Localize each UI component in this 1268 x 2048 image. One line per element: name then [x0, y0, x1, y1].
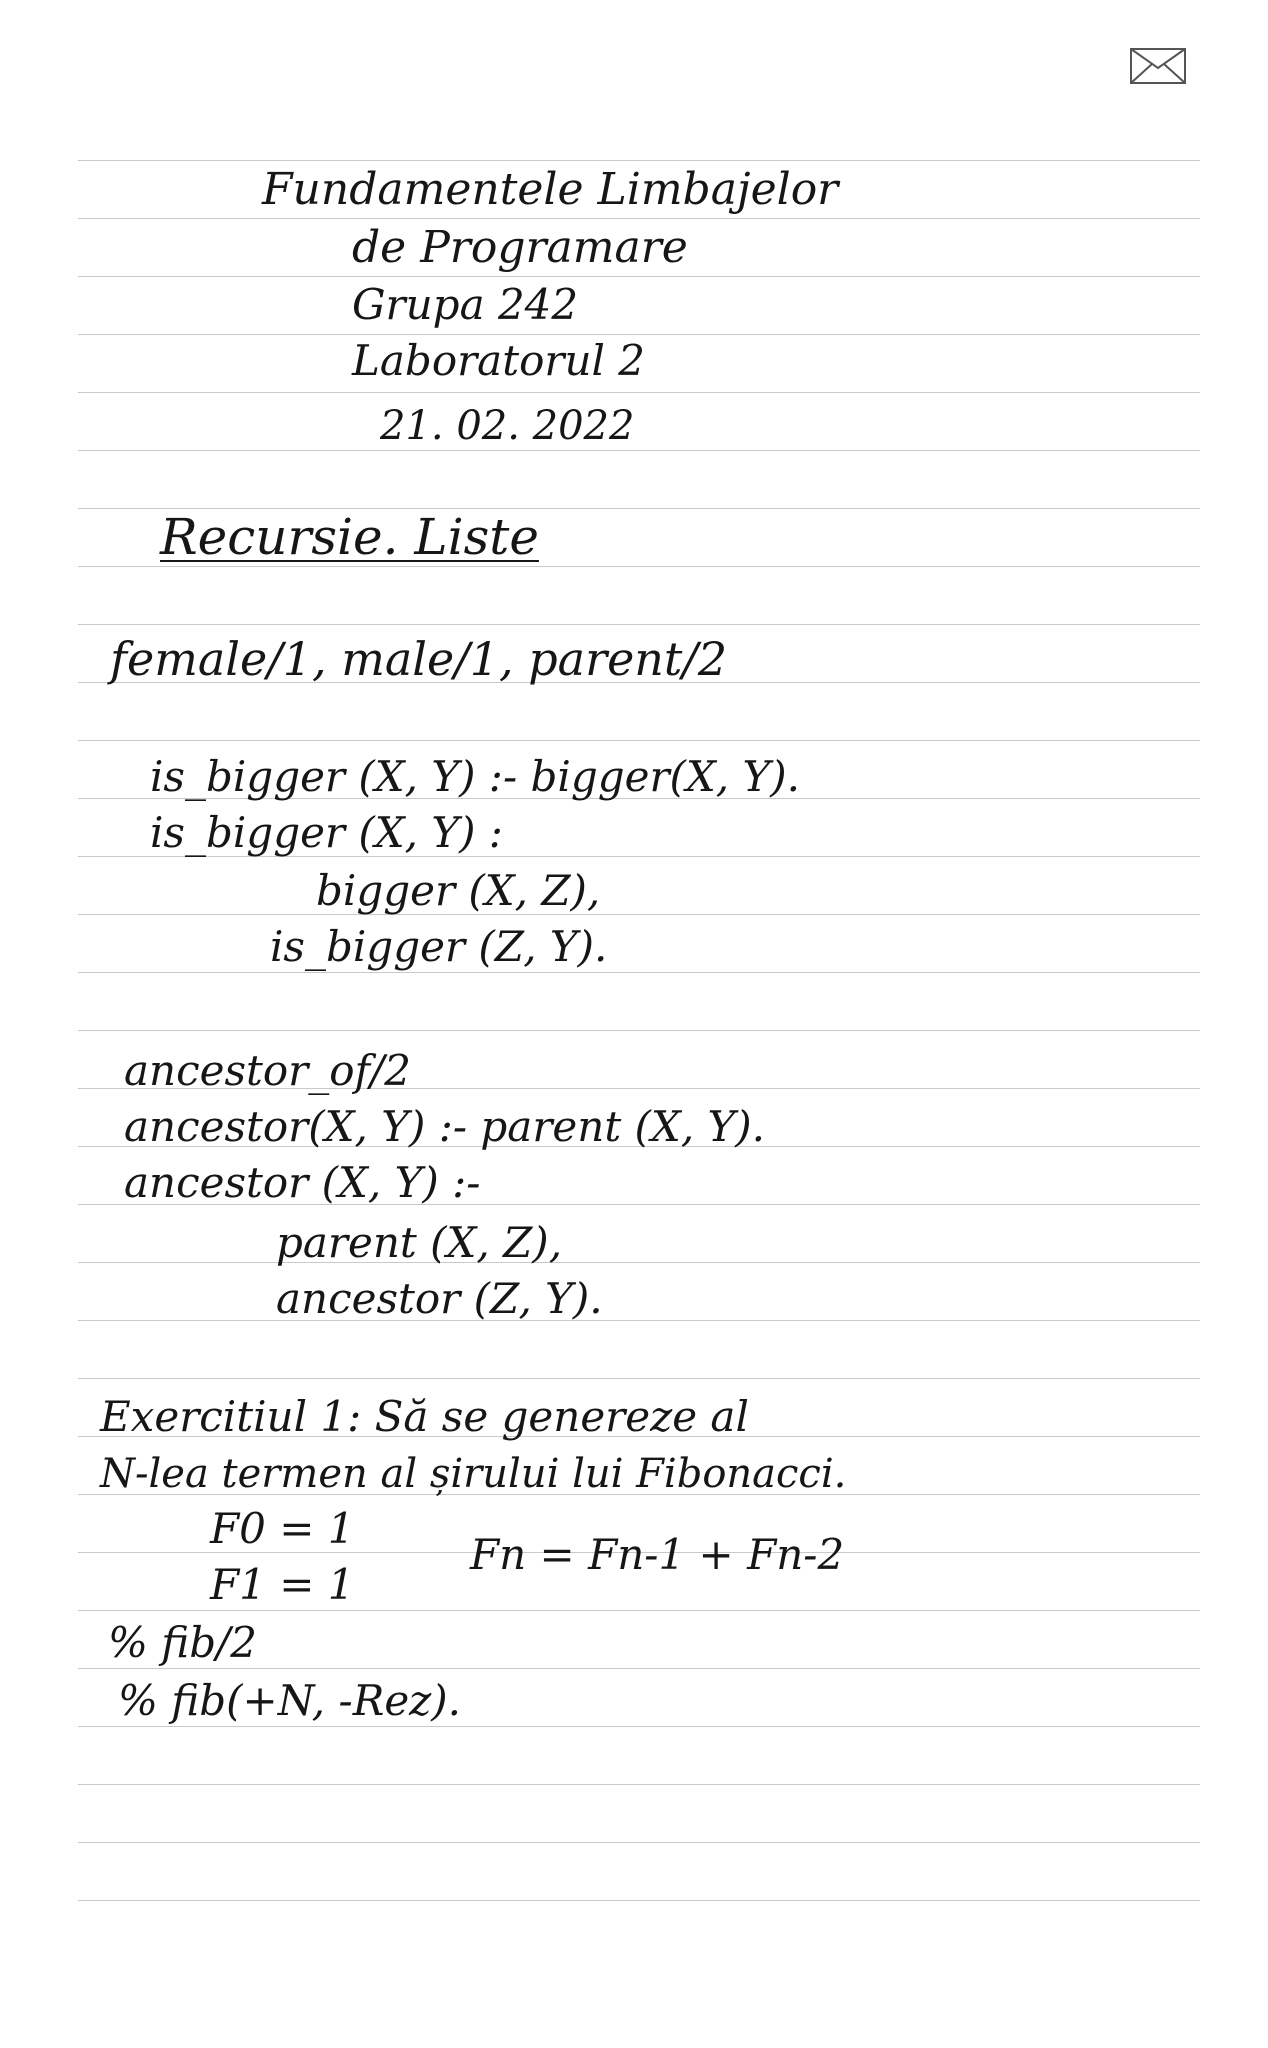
ruled-line: [78, 1030, 1200, 1031]
ancestor-rule1: ancestor(X, Y) :- parent (X, Y).: [124, 1102, 765, 1151]
is-bigger-rule2-body2: is_bigger (Z, Y).: [270, 922, 608, 971]
ruled-line: [78, 624, 1200, 625]
ruled-line: [78, 218, 1200, 219]
ruled-line: [78, 450, 1200, 451]
section-title: Recursie. Liste: [160, 508, 539, 566]
ruled-line: [78, 972, 1200, 973]
ruled-line: [78, 392, 1200, 393]
ancestor-rule2-head: ancestor (X, Y) :-: [124, 1158, 481, 1207]
fib-fn-formula: Fn = Fn-1 + Fn-2: [470, 1530, 845, 1579]
ruled-line: [78, 276, 1200, 277]
date-label: 21. 02. 2022: [380, 403, 635, 449]
ruled-line: [78, 740, 1200, 741]
ruled-line: [78, 1262, 1200, 1263]
ancestor-signature: ancestor_of/2: [124, 1046, 411, 1095]
ruled-line: [78, 1900, 1200, 1901]
predicates-line: female/1, male/1, parent/2: [110, 632, 728, 686]
exercise-line1: Exercitiul 1: Să se genereze al: [100, 1392, 749, 1441]
is-bigger-rule2-body1: bigger (X, Z),: [316, 866, 601, 915]
is-bigger-rule2-head: is_bigger (X, Y) :: [150, 808, 503, 857]
course-title-line2: de Programare: [352, 222, 688, 273]
fib-comment1: % fib/2: [108, 1618, 258, 1667]
fib-f0: F0 = 1: [210, 1504, 355, 1553]
ruled-line: [78, 1842, 1200, 1843]
ancestor-rule2-body1: parent (X, Z),: [276, 1218, 563, 1267]
lab-label: Laboratorul 2: [352, 336, 646, 385]
envelope-icon[interactable]: [1130, 48, 1186, 84]
ruled-line: [78, 1726, 1200, 1727]
is-bigger-rule1: is_bigger (X, Y) :- bigger(X, Y).: [150, 752, 800, 801]
ruled-line: [78, 566, 1200, 567]
fib-comment2: % fib(+N, -Rez).: [118, 1676, 462, 1725]
ruled-line: [78, 1610, 1200, 1611]
course-title-line1: Fundamentele Limbajelor: [262, 164, 839, 215]
ruled-line: [78, 334, 1200, 335]
ruled-line: [78, 1320, 1200, 1321]
group-label: Grupa 242: [352, 280, 579, 329]
ruled-line: [78, 914, 1200, 915]
exercise-line2: N-lea termen al șirului lui Fibonacci.: [100, 1451, 847, 1497]
ruled-line: [78, 1784, 1200, 1785]
ancestor-rule2-body2: ancestor (Z, Y).: [276, 1274, 603, 1323]
ruled-line: [78, 160, 1200, 161]
ruled-line: [78, 1378, 1200, 1379]
fib-f1: F1 = 1: [210, 1560, 355, 1609]
ruled-line: [78, 1668, 1200, 1669]
